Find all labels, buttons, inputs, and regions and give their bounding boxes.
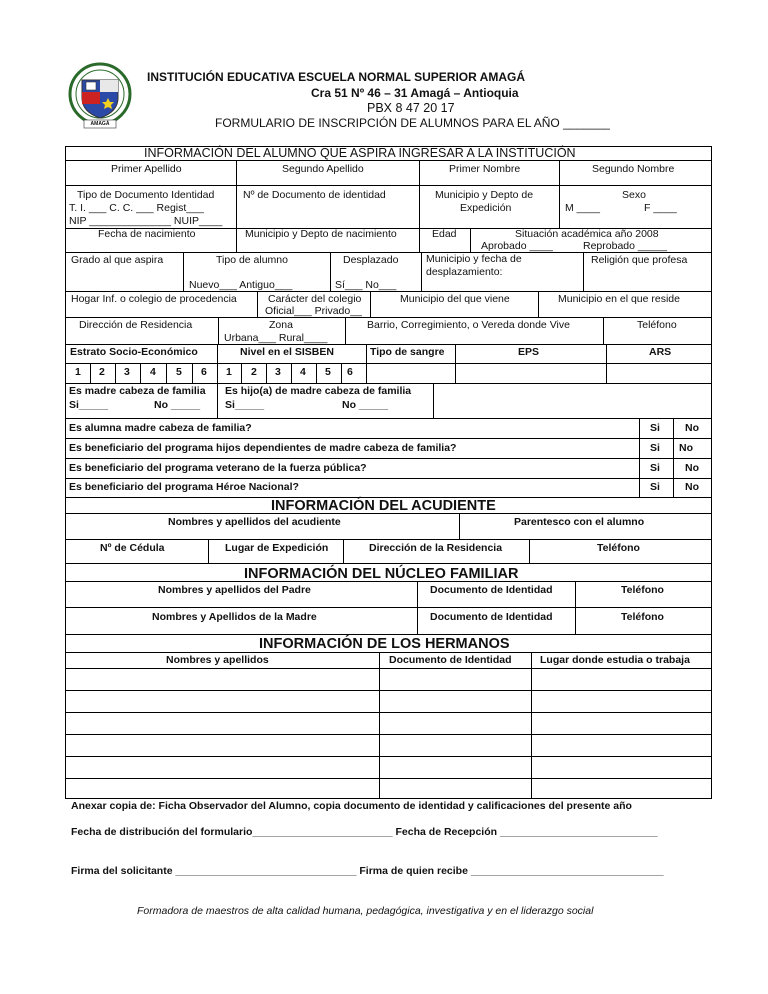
question-si[interactable]: Si (650, 481, 660, 493)
label-padre-telefono: Teléfono (621, 584, 664, 596)
label-estrato: Estrato Socio-Económico (70, 346, 198, 358)
label-sisben: Nivel en el SISBEN (240, 346, 334, 358)
label-lugar-expedicion: Lugar de Expedición (225, 542, 329, 554)
question-no[interactable]: No (685, 481, 699, 493)
institution-phone: PBX 8 47 20 17 (367, 101, 455, 115)
label-hijo-no: No _____ (342, 399, 389, 411)
label-nip-nuip: NIP ______________ NUIP____ (69, 215, 223, 227)
anexar-note: Anexar copia de: Ficha Observador del Alumno, copia documento de identidad y calificaciones del presente año (71, 800, 632, 812)
label-acudiente-telefono: Teléfono (597, 542, 640, 554)
label-expedicion: Expedición (460, 202, 512, 214)
label-desplazamiento: desplazamiento: (426, 266, 503, 278)
label-municipio-viene: Municipio del que viene (400, 293, 510, 305)
question-no[interactable]: No (685, 422, 699, 434)
question-no[interactable]: No (685, 462, 699, 474)
label-religion: Religión que profesa (591, 254, 688, 266)
question-si[interactable]: Si (650, 442, 660, 454)
label-padre: Nombres y apellidos del Padre (158, 584, 311, 596)
label-sexo-m: M ____ (565, 202, 601, 214)
label-primer-apellido: Primer Apellido (111, 163, 182, 175)
label-direccion-residencia: Dirección de la Residencia (369, 542, 503, 554)
label-fecha-nacimiento: Fecha de nacimiento (98, 228, 196, 240)
sisben-option[interactable]: 3 (275, 366, 281, 378)
label-madre-telefono: Teléfono (621, 611, 664, 623)
logo-text: AMAGÁ (90, 121, 110, 127)
label-segundo-nombre: Segundo Nombre (592, 163, 675, 175)
question-si[interactable]: Si (650, 422, 660, 434)
estrato-option[interactable]: 2 (99, 366, 105, 378)
question-text: Es beneficiario del programa hijos dependientes de madre cabeza de familia? (69, 442, 457, 454)
label-hermanos-nombres: Nombres y apellidos (166, 654, 269, 666)
school-crest-logo (68, 58, 132, 136)
label-direccion: Dirección de Residencia (79, 319, 193, 331)
acudiente-section-title: INFORMACIÓN DEL ACUDIENTE (271, 498, 496, 514)
label-barrio: Barrio, Corregimiento, o Vereda donde Vive (367, 319, 570, 331)
label-segundo-apellido: Segundo Apellido (282, 163, 364, 175)
label-num-documento: Nº de Documento de identidad (243, 189, 386, 201)
form-title: FORMULARIO DE INSCRIPCIÓN DE ALUMNOS PARA EL AÑO _______ (215, 116, 610, 130)
label-hijo-si: Si_____ (225, 399, 265, 411)
hermanos-section-title: INFORMACIÓN DE LOS HERMANOS (259, 636, 510, 652)
label-madre-cabeza: Es madre cabeza de familia (69, 385, 206, 397)
label-aprobado: Aprobado ____ (481, 240, 553, 252)
label-hermanos-lugar: Lugar donde estudia o trabaja (540, 654, 690, 666)
label-municipio-desp: Municipio y fecha de (426, 253, 522, 265)
label-madre-no: No _____ (154, 399, 201, 411)
label-desplazado-si-no: Sí___ No___ (335, 279, 397, 291)
label-tipo-documento: Tipo de Documento Identidad (77, 189, 215, 201)
label-acudiente-nombres: Nombres y apellidos del acudiente (168, 516, 341, 528)
label-telefono: Teléfono (637, 319, 677, 331)
estrato-option[interactable]: 6 (201, 366, 207, 378)
sisben-option[interactable]: 1 (226, 366, 232, 378)
label-municipio-exp: Municipio y Depto de (435, 189, 534, 201)
label-zona: Zona (269, 319, 293, 331)
label-grado: Grado al que aspira (71, 254, 164, 266)
firma-line: Firma del solicitante _______________________________ Firma de quien recibe _________________________________ (71, 865, 664, 877)
label-sexo: Sexo (622, 189, 646, 201)
label-caracter: Carácter del colegio (268, 293, 362, 305)
institution-name: INSTITUCIÓN EDUCATIVA ESCUELA NORMAL SUPERIOR AMAGÁ (147, 70, 526, 84)
label-urbana-rural: Urbana___ Rural____ (224, 332, 328, 344)
label-cedula: Nº de Cédula (100, 542, 165, 554)
label-primer-nombre: Primer Nombre (449, 163, 521, 175)
label-municipio-reside: Municipio en el que reside (558, 293, 680, 305)
label-madre: Nombres y Apellidos de la Madre (152, 611, 317, 623)
familia-section-title: INFORMACIÓN DEL NÚCLEO FAMILIAR (244, 566, 519, 582)
question-text: Es beneficiario del programa Héroe Nacional? (69, 481, 299, 493)
student-section-title: INFORMACIÓN DEL ALUMNO QUE ASPIRA INGRESAR A LA INSTITUCIÓN (144, 146, 576, 160)
label-hijo-madre: Es hijo(a) de madre cabeza de familia (225, 385, 412, 397)
estrato-option[interactable]: 4 (150, 366, 156, 378)
sisben-option[interactable]: 2 (251, 366, 257, 378)
label-doc-options: T. I. ___ C. C. ___ Regist___ (69, 202, 204, 214)
institution-address: Cra 51 Nº 46 – 31 Amagá – Antioquia (311, 86, 519, 100)
label-tipo-sangre: Tipo de sangre (370, 346, 445, 358)
sisben-option[interactable]: 4 (300, 366, 306, 378)
label-eps: EPS (518, 346, 540, 358)
label-edad: Edad (432, 228, 457, 240)
question-text: Es beneficiario del programa veterano de la fuerza pública? (69, 462, 367, 474)
question-si[interactable]: Si (650, 462, 660, 474)
fecha-distribucion-line: Fecha de distribución del formulario________________________ Fecha de Recepción ___________________________ (71, 826, 658, 838)
label-padre-documento: Documento de Identidad (430, 584, 553, 596)
label-reprobado: Reprobado _____ (583, 240, 668, 252)
label-sexo-f: F ____ (644, 202, 677, 214)
label-parentesco: Parentesco con el alumno (514, 516, 645, 528)
label-tipo-alumno: Tipo de alumno (216, 254, 288, 266)
label-municipio-nacimiento: Municipio y Depto de nacimiento (245, 228, 397, 240)
question-no[interactable]: No (679, 442, 693, 454)
estrato-option[interactable]: 1 (75, 366, 81, 378)
estrato-option[interactable]: 5 (176, 366, 182, 378)
label-madre-documento: Documento de Identidad (430, 611, 553, 623)
sisben-option[interactable]: 5 (325, 366, 331, 378)
label-desplazado: Desplazado (343, 254, 399, 266)
label-hermanos-documento: Documento de Identidad (389, 654, 512, 666)
label-nuevo-antiguo: Nuevo___ Antiguo___ (189, 279, 293, 291)
label-situacion-academica: Situación académica año 2008 (515, 228, 659, 240)
label-ars: ARS (649, 346, 672, 358)
label-oficial-privado: Oficial___ Privado__ (265, 305, 362, 317)
estrato-option[interactable]: 3 (124, 366, 130, 378)
institution-motto: Formadora de maestros de alta calidad humana, pedagógica, investigativa y en el liderazgo social (137, 905, 594, 917)
label-hogar: Hogar Inf. o colegio de procedencia (71, 293, 237, 305)
label-madre-si: Si_____ (69, 399, 109, 411)
question-text: Es alumna madre cabeza de familia? (69, 422, 252, 434)
sisben-option[interactable]: 6 (347, 366, 353, 378)
